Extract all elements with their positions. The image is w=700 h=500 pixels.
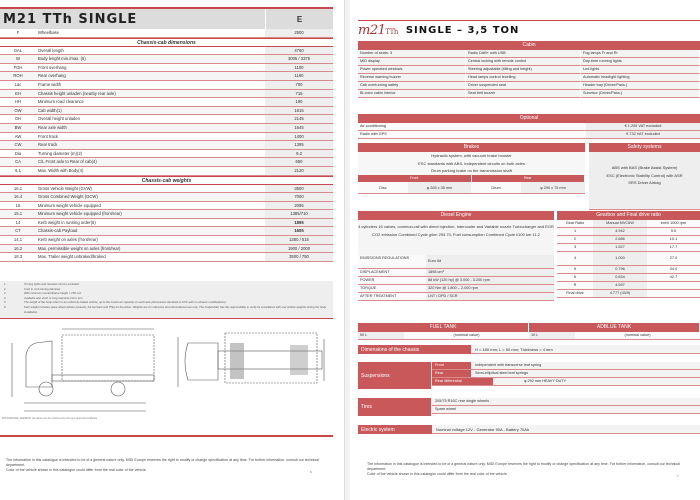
table-row [0,29,333,38]
spec-code: 16.1 [0,185,36,193]
table-row [0,107,333,116]
brand-logo [358,23,398,38]
top-view-drawing [170,325,330,400]
page-title: M21 TTh SINGLE [3,12,138,27]
spec-label: Minimum road clearance [36,98,265,106]
footnotes [0,281,333,319]
engine-description [358,220,554,255]
spec-label: C/L Front axle to Rear of cab(4) [36,158,265,166]
spec-code: BW [0,124,36,132]
cabin-feature: Sunvisor (Driver/Pass.) [581,90,700,98]
table-row [0,150,333,159]
section-header: Safety systems [589,143,700,152]
optional-section [358,114,700,139]
section-title: Chassis-cab weights [0,176,333,185]
table-row [358,123,700,131]
table-row [0,115,333,124]
fuel-tank [358,323,529,340]
spec-label: Overall height unladen [36,115,265,123]
table-row [0,90,333,99]
engine-spec-value: 1898 cm³ [426,269,554,276]
table-row [432,398,700,406]
spec-code: EH [0,90,36,98]
table-row [0,55,333,64]
spec-value: 3500 [265,185,333,193]
spec-value: 1160 [265,72,333,80]
table-row [557,266,700,274]
table-row [557,290,700,298]
suspension-value: φ 292 mm HEAVY DUTY [494,378,700,385]
column-header: km/h 1000 rpm [647,220,700,227]
gear-cell: 4.597 [593,282,647,289]
gear-cell: Final drive [557,290,593,297]
tires-values [432,398,700,416]
tank-note: (nominal value) [404,332,529,339]
right-page [350,0,700,500]
spec-label: Minimum weight vehicle equipped (front/rear) [36,210,265,218]
table-row [0,245,333,254]
gear-cell: 34.0 [647,266,700,273]
spec-label: Max. Width with Body(4) [36,167,265,175]
option-label: Air conditioning [358,123,586,130]
cabin-feature: Day-time running lights [581,58,700,66]
table-row [0,219,333,228]
table-row [358,285,554,293]
table-row [0,253,333,262]
spec-code: 14 [0,219,36,227]
table-row [432,362,700,370]
spec-value: 2095 [265,202,333,210]
spec-code: 16.4 [0,193,36,201]
section-header: Brakes [358,143,585,152]
column-header: Gear Ratio [557,220,593,227]
table-row [557,228,700,236]
engine-spec-value: 88 kW (120 hp) @ 3.000 - 3.200 rpm [426,277,554,284]
spec-code: AW [0,133,36,141]
spec-value: 1645 [265,124,333,132]
spec-value: 1815 [265,107,333,115]
tank-note: (nominal value) [575,332,700,339]
spec-value: 3500 / 750 [265,253,333,261]
table-row [358,332,529,340]
spec-code: ROH [0,72,36,80]
spec-label: Overall length [36,47,265,55]
spec-value: 7000 [265,193,333,201]
page-title: SINGLE – 3,5 TON [405,24,520,36]
spec-label: Gross Vehicle Weight (GVW) [36,185,265,193]
spec-value: 650 [265,158,333,166]
spec-value: 1895 [265,219,333,227]
table-row [557,252,700,266]
spec-code: F [0,29,36,37]
spec-code: CA [0,158,36,166]
option-label: Radio with GPS [358,131,586,138]
footnote-text: Available also short or long rearview mirror arm [24,295,83,300]
suspensions-section [358,362,700,389]
gear-cell: 3 [557,244,593,251]
cabin-feature: Fog lamps Fr and Rr [581,50,700,58]
gear-cell: 1.527 [593,244,647,251]
spec-code: OAL [0,47,36,55]
option-price: € 732 VAT excluded [586,131,700,138]
section-label: Dimensions of the chassis [358,345,471,354]
table-row [358,131,700,139]
footnote-number: 1 [4,282,6,286]
safety-section [589,143,700,210]
logo-suffix: TTh [385,27,398,36]
gear-cell: 4.777 (43/9) [593,290,647,297]
cabin-feature: Reverse warning buzzer [358,74,466,82]
cabin-feature: Central locking with remote control [466,58,581,66]
suspension-value: Independent with transverse leaf spring [472,362,700,369]
engine-spec-label: EMISSIONS REGULATIONS [358,255,426,268]
spec-label: Max. Trailer weight unbraked/braked [36,253,265,261]
gear-cell: R [557,282,593,289]
disclaimer [6,458,324,473]
spec-value: 1100 [265,64,333,72]
safety-line: ABS with BAS (Brake Assist System) [611,165,678,170]
table-row [0,193,333,202]
table-row [529,332,700,340]
footnote-number: 5 [4,300,6,305]
section-header: Cabin [358,41,700,50]
front-type: Disc [358,182,408,193]
table-row [0,210,333,219]
cabin-section [358,41,700,98]
tire-value: Spare wheel [432,406,700,413]
spec-code: W [0,55,36,63]
cabin-feature: Seat belt buzzer [466,90,581,98]
disclaimer [367,462,687,477]
disclaimer-text: The information in this catalogue is intended to be of a general nature only. MIDI Europe reserves the right to modify or change specification at any time. For further information, consult our technical department. [6,458,319,467]
gear-cell: 5 [557,266,593,273]
table-row [0,185,333,194]
spec-label: Rear overhang [36,72,265,80]
table-row [557,244,700,252]
spec-code: OW [0,107,36,115]
logo-text: m21 [358,22,386,38]
gear-cell: 0.796 [593,266,647,273]
spec-label: Rear axle width [36,124,265,132]
gear-cell: 10.1 [647,236,700,243]
gear-cell: 1 [557,228,593,235]
gear-cell [647,290,700,297]
cabin-feature: Led lights [581,66,700,74]
spec-value: 2500 [265,29,333,37]
tanks-section [358,323,700,340]
electric-section [358,425,700,434]
page-number: 6 [310,470,312,474]
option-price: € 1.200 VAT excluded [586,123,700,130]
spec-label: Wheelbase [36,29,265,37]
gear-cell: 2 [557,236,593,243]
divider [0,435,333,437]
footnote-text: The length of the body refers to an uniformly loaded vehicle, up to the maximum capacity on each axle (dimensions declared in COC with no chassis modifications) [24,300,226,305]
brakes-line: Drum parking brake on the transmission shaft [431,168,512,173]
cabin-feature: Head lamps control levelling [466,74,581,82]
table-row [0,72,333,81]
engine-spec-label: TORQUE [358,285,426,292]
column-header: Manual MVC6W [593,220,647,227]
brakes-subheader [358,175,585,182]
section-header: Diesel Engine [358,211,554,220]
spec-value: 1380 / 515 [265,236,333,244]
footnote-number: 6 [4,304,6,309]
spec-value: 3005 / 3375 [265,55,333,63]
table-row [0,236,333,245]
front-label: Front [358,175,472,182]
engine-section [358,211,554,301]
cabin-feature: Power operated windows [358,66,466,74]
spec-code: HH [0,98,36,106]
spec-label: Max. permissible weight on axles (front/rear) [36,245,265,253]
footnote-text: With minimum countenframe height = 150 mm [24,291,82,296]
table-row [557,274,700,282]
spec-value: 4760 [265,47,333,55]
cabin-feature: Driver suspended seat [466,82,581,90]
gear-cell: 1.000 [593,252,647,265]
spec-value: 1385/710 [265,210,333,218]
section-label: Suspensions [358,362,432,389]
table-row [432,406,700,414]
table-row [0,133,333,142]
engine-desc-line: CO2 emission Combined Cycle g/km 293.70, Fuel consumption Combined Cycle l/100 km 11.2 [372,231,540,237]
gear-cell [647,282,700,289]
tank-capacity: 50 L [358,332,404,339]
engine-spec-value: 320 Nm @ 1.800 – 2.000 rpm [426,285,554,292]
front-size: φ 265 x 35 mm [408,182,471,193]
safety-description [589,152,700,210]
spec-code: OH [0,115,36,123]
cabin-grid [358,50,700,98]
footnote-text: Curb to curb turning diameter [24,286,61,291]
gear-cell: 4.942 [593,228,647,235]
suspension-value: Semi-elliptical steel leaf springs [472,370,700,377]
engine-spec-label: DISPLACEMENT [358,269,426,276]
spec-table [0,29,333,262]
table-header [557,220,700,228]
spec-code: FOH [0,64,36,72]
gear-cell: 4 [557,252,593,265]
disclaimer-text: The information in this catalogue is intended to be of a general nature only. MIDI Europe reserves the right to modify or change specification at any time. For further information, consult our technical department. [367,462,680,471]
footnote-number: 4 [4,295,6,300]
spec-value: 715 [265,90,333,98]
cabin-feature: Cab overturning safety [358,82,466,90]
section-header: Gearbox and Final drive ratio [557,211,700,220]
spec-code: 14.1 [0,236,36,244]
page-number: 7 [677,474,679,478]
cabin-feature: Steering adjustable (tilting and height) [466,66,581,74]
spec-value: 190 [265,98,333,106]
spec-label: Cab width(1) [36,107,265,115]
table-row [0,141,333,150]
spec-code: Lac [0,81,36,89]
footnote-text: Turning lights and rearview mirrors excluded [24,282,79,286]
spec-code: 6.1 [0,167,36,175]
engine-spec-label: AFTER TREATMENT [358,293,426,300]
footnote-number: 3 [4,291,6,296]
table-row [0,81,333,90]
table-row [557,236,700,244]
cabin-feature: Number of seats: 3 [358,50,466,58]
safety-line: ESC (Electronic Stability Control) with ASR [606,172,683,178]
table-row [358,255,554,269]
section-value: H = 180 mm; L = 50 mm; Thickness = 4 mm [471,345,700,354]
table-row [0,64,333,73]
spec-label: Frame width [36,81,265,89]
section-header: ADBLUE TANK [529,323,700,332]
spec-label: Minimum weight vehicle equipped [36,202,265,210]
spec-label: Rear track [36,141,265,149]
spec-code: 16.2 [0,245,36,253]
brakes-dimensions [358,182,585,194]
suspension-label: Front [432,362,472,369]
gear-cell: 5.5 [647,228,700,235]
tires-section [358,398,700,416]
suspension-label: Rear differential [432,378,494,385]
spec-label: Front overhang [36,64,265,72]
spec-value: 1395 [265,141,333,149]
engine-spec-value: LNT / DPD / SCR [426,293,554,300]
cabin-feature: Header tray (Driver/Pass.) [581,82,700,90]
spec-code: 15 [0,202,36,210]
gear-cell: 42.7 [647,274,700,281]
gear-cell: 17.7 [647,244,700,251]
spec-code: 15.1 [0,210,36,218]
spec-value: 2120 [265,167,333,175]
brakes-line: ESC standards with ABS, independent circuits on both axles [418,160,525,166]
table-row [358,277,554,285]
spec-label: Chassis height unladen (nearby rear axle) [36,90,265,98]
tire-value: 205/75 R16C rear single wheels [432,398,700,405]
engine-spec-value: Euro 6d [426,255,554,268]
rear-type: Drum [471,182,521,193]
spec-value: 700 [265,81,333,89]
left-page [0,0,345,500]
spec-value: 9.2 [265,150,333,158]
cabin-feature: Bi-color cabin interior [358,90,466,98]
table-row [0,98,333,107]
gearbox-section [557,211,700,298]
spec-value: 1900 / 2000 [265,245,333,253]
table-row [358,293,554,301]
gear-cell: 27.0 [647,252,700,265]
table-row [432,370,700,378]
spec-label: Front track [36,133,265,141]
table-row [432,378,700,386]
spec-label: Chassis-cab Payload [36,227,265,235]
section-label: Tires [358,398,432,416]
brakes-line: Hydraulic system, with vacuum brake booster [431,153,512,158]
brakes-section [358,143,585,194]
table-row [0,227,333,236]
table-row [0,167,333,176]
cabin-feature: Radio DAB+ with USB [466,50,581,58]
cabin-feature: MID display [358,58,466,66]
spec-code: Dia [0,150,36,158]
spec-header [0,7,333,29]
spec-label: Gross Combined Weight (GCW) [36,193,265,201]
section-header: FUEL TANK [358,323,529,332]
gear-cell: 6 [557,274,593,281]
table-row [358,269,554,277]
spec-code: CW [0,141,36,149]
spec-label: Turning diameter (m)(2) [36,150,265,158]
footnote-text: Kerb weight includes spare wheel (where present), full fuel tank and 75kg for the driver. Weights are for reference and informational use only. The bodybuilder has the responsibility to verify its compliance with real vehicle weights during the body installation. [24,304,327,314]
section-title: Chassis-cab dimensions [0,38,333,47]
cabin-feature: Automatic headlight lighting [581,74,700,82]
drawing-caption: PROVISIONAL VERSION: all values can be confirmed by the type approval certificate [2,417,98,420]
spec-value: 1605 [265,227,333,235]
table-row [0,158,333,167]
spec-label: Kerb weight in running order(6) [36,219,265,227]
spec-code: CT [0,227,36,235]
spec-header [358,20,700,39]
spec-label: Kerb weight on axles (front/rear) [36,236,265,244]
tank-capacity: 10 L [529,332,575,339]
footnote-number: 2 [4,286,6,291]
engine-desc-line: 4 cylinders 16 valves, common-rail with direct injection, Intercooler and Variable nozzle Turbocharger and EGR [358,224,554,229]
brakes-description [358,152,585,175]
section-value: Nominal voltage 12V - Generator 90A - Battery 70Ah [432,425,700,434]
rear-size: φ 290 x 75 mm [521,182,585,193]
spec-value: 1400 [265,133,333,141]
side-view-drawing [4,325,159,415]
chassis-dimensions [358,345,700,354]
table-row [557,282,700,290]
suspension-label: Rear [432,370,472,377]
safety-line: SRS Driver Airbag [628,180,661,185]
table-row [0,202,333,211]
table-row [0,124,333,133]
engine-spec-label: POWER [358,277,426,284]
disclaimer-color-note: Color of the vehicle shown in this catalogue could differ from the real color of the vehicle. [6,468,147,472]
disclaimer-color-note: Color of the vehicle shown in this catalogue could differ from the real color of the vehicle. [367,472,508,476]
spec-value: 2145 [265,115,333,123]
spec-label: Body lenght min./max. (5) [36,55,265,63]
section-label: Electric system [358,425,432,434]
rear-label: Rear [472,175,586,182]
footnote [4,305,329,314]
gear-cell: 2.686 [593,236,647,243]
gear-cell: 0.634 [593,274,647,281]
adblue-tank [529,323,700,340]
table-row [0,47,333,56]
section-header: Optional [358,114,700,123]
column-header: E [265,9,333,29]
spec-code: 18.3 [0,253,36,261]
